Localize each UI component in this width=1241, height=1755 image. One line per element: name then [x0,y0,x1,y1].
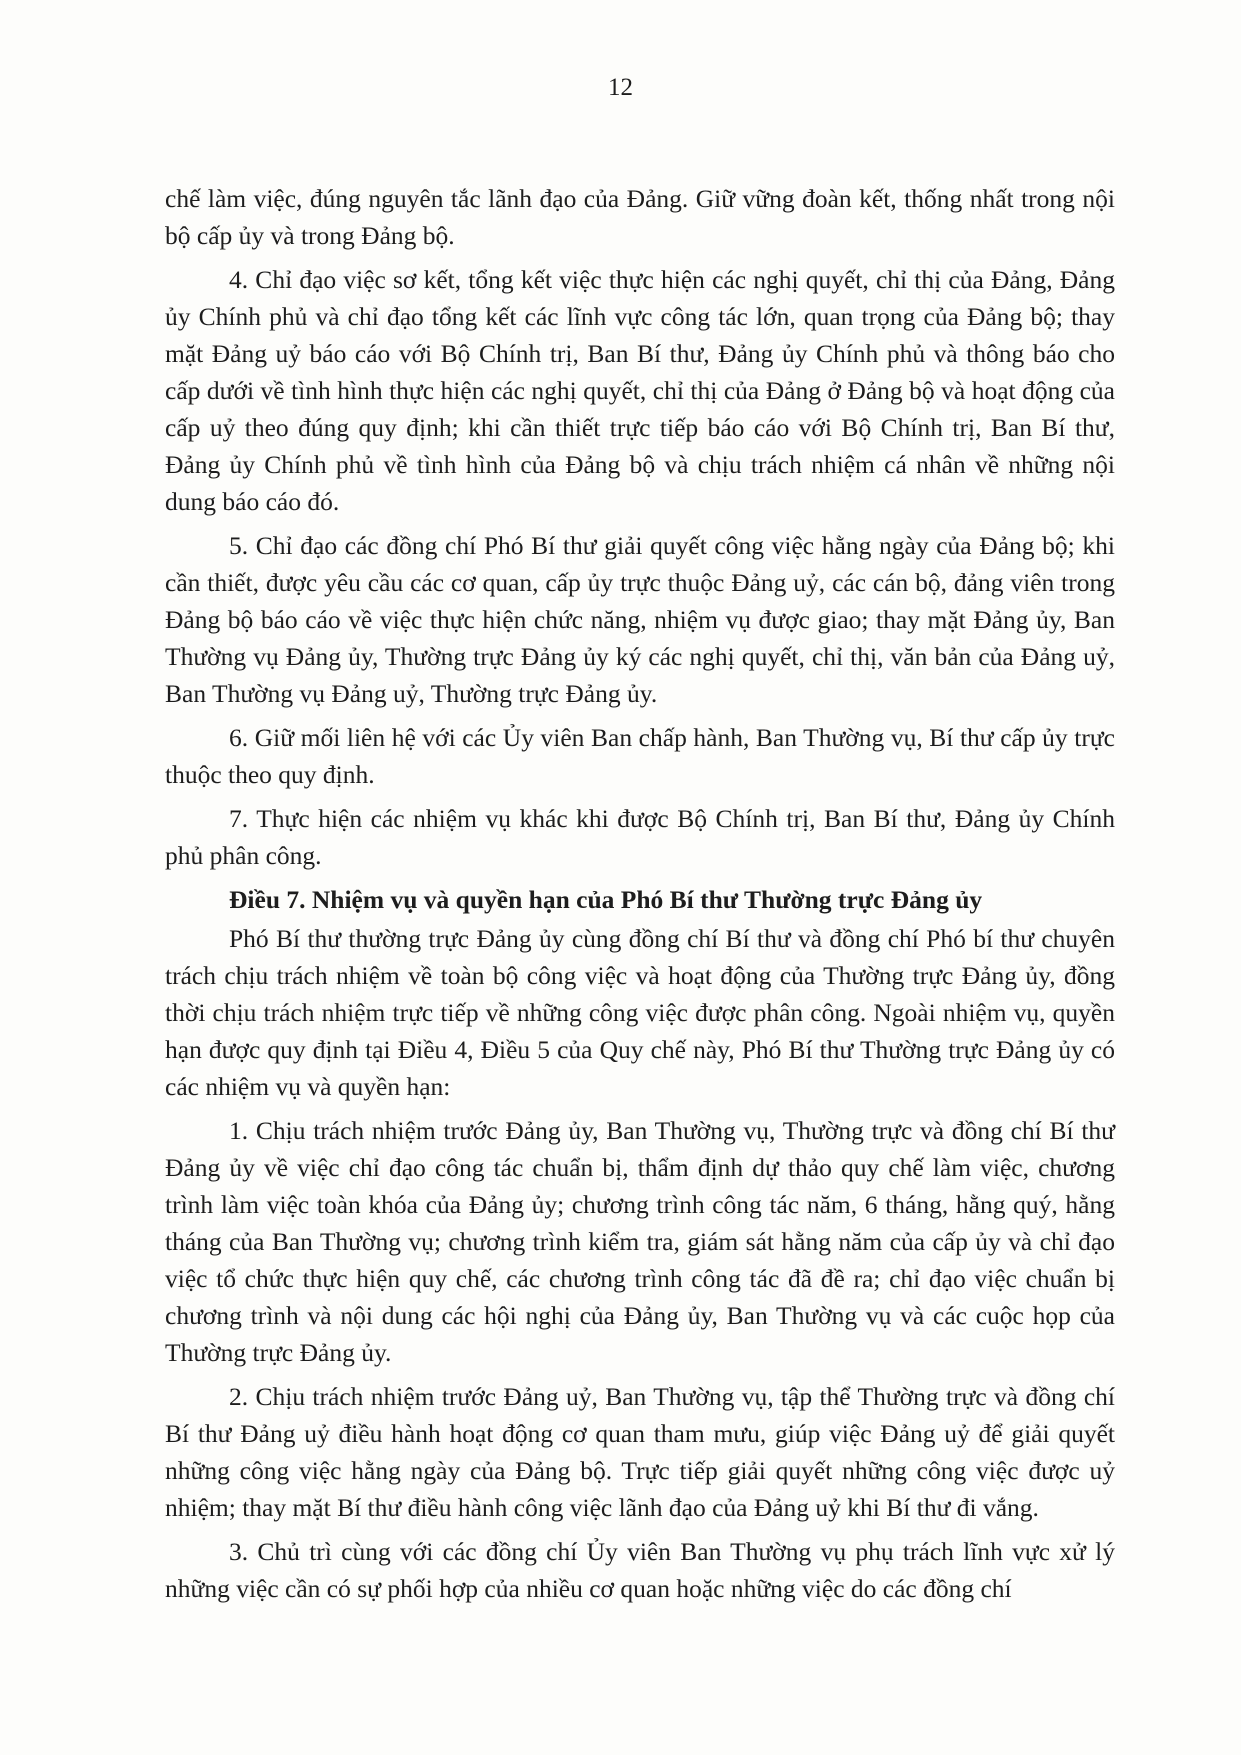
article-7-heading: Điều 7. Nhiệm vụ và quyền hạn của Phó Bí thư Thường trực Đảng ủy [229,885,983,914]
paragraph-item-4: 4. Chỉ đạo việc sơ kết, tổng kết việc thực hiện các nghị quyết, chỉ thị của Đảng, Đảng ủy Chính phủ và chỉ đạo tổng kết các lĩnh vực công tác lớn, quan trọng của Đảng bộ; thay mặt Đảng uỷ báo cáo với Bộ Chính trị, Ban Bí thư, Đảng ủy Chính phủ và thông báo cho cấp dưới về tình hình thực hiện các nghị quyết, chỉ thị của Đảng ở Đảng bộ và hoạt động của cấp uỷ theo đúng quy định; khi cần thiết trực tiếp báo cáo với Bộ Chính trị, Ban Bí thư, Đảng ủy Chính phủ về tình hình của Đảng bộ và chịu trách nhiệm cá nhân về những nội dung báo cáo đó. [165,265,1115,516]
paragraph-item-5: 5. Chỉ đạo các đồng chí Phó Bí thư giải quyết công việc hằng ngày của Đảng bộ; khi cần thiết, được yêu cầu các cơ quan, cấp ủy trực thuộc Đảng uỷ, các cán bộ, đảng viên trong Đảng bộ báo cáo về việc thực hiện chức năng, nhiệm vụ được giao; thay mặt Đảng ủy, Ban Thường vụ Đảng ủy, Thường trực Đảng ủy ký các nghị quyết, chỉ thị, văn bản của Đảng uỷ, Ban Thường vụ Đảng uỷ, Thường trực Đảng ủy. [165,531,1115,708]
paragraph-item-7: 7. Thực hiện các nhiệm vụ khác khi được Bộ Chính trị, Ban Bí thư, Đảng ủy Chính phủ phân công. [165,804,1115,870]
article-7-item-3: 3. Chủ trì cùng với các đồng chí Ủy viên Ban Thường vụ phụ trách lĩnh vực xử lý những việc cần có sự phối hợp của nhiều cơ quan hoặc những việc do các đồng chí [165,1537,1115,1603]
paragraph-continuation: chế làm việc, đúng nguyên tắc lãnh đạo của Đảng. Giữ vững đoàn kết, thống nhất trong nội bộ cấp ủy và trong Đảng bộ. [165,184,1115,250]
document-body [165,180,1115,1614]
page-number: 12 [608,74,633,101]
article-7-item-2: 2. Chịu trách nhiệm trước Đảng uỷ, Ban Thường vụ, tập thể Thường trực và đồng chí Bí thư Đảng uỷ điều hành hoạt động cơ quan tham mưu, giúp việc Đảng uỷ để giải quyết những công việc hằng ngày của Đảng bộ. Trực tiếp giải quyết những công việc được uỷ nhiệm; thay mặt Bí thư điều hành công việc lãnh đạo của Đảng uỷ khi Bí thư đi vắng. [165,1382,1115,1522]
paragraph-item-6: 6. Giữ mối liên hệ với các Ủy viên Ban chấp hành, Ban Thường vụ, Bí thư cấp ủy trực thuộc theo quy định. [165,723,1115,789]
article-7-item-1: 1. Chịu trách nhiệm trước Đảng ủy, Ban Thường vụ, Thường trực và đồng chí Bí thư Đảng ủy về việc chỉ đạo công tác chuẩn bị, thẩm định dự thảo quy chế làm việc, chương trình làm việc toàn khóa của Đảng ủy; chương trình công tác năm, 6 tháng, hằng quý, hằng tháng của Ban Thường vụ; chương trình kiểm tra, giám sát hằng năm của cấp ủy và chỉ đạo việc tổ chức thực hiện quy chế, các chương trình công tác đã đề ra; chỉ đạo việc chuẩn bị chương trình và nội dung các hội nghị của Đảng ủy, Ban Thường vụ và các cuộc họp của Thường trực Đảng ủy. [165,1116,1115,1367]
article-7-intro: Phó Bí thư thường trực Đảng ủy cùng đồng chí Bí thư và đồng chí Phó bí thư chuyên trách chịu trách nhiệm về toàn bộ công việc và hoạt động của Thường trực Đảng ủy, đồng thời chịu trách nhiệm trực tiếp về những công việc được phân công. Ngoài nhiệm vụ, quyền hạn được quy định tại Điều 4, Điều 5 của Quy chế này, Phó Bí thư Thường trực Đảng ủy có các nhiệm vụ và quyền hạn: [165,924,1115,1101]
